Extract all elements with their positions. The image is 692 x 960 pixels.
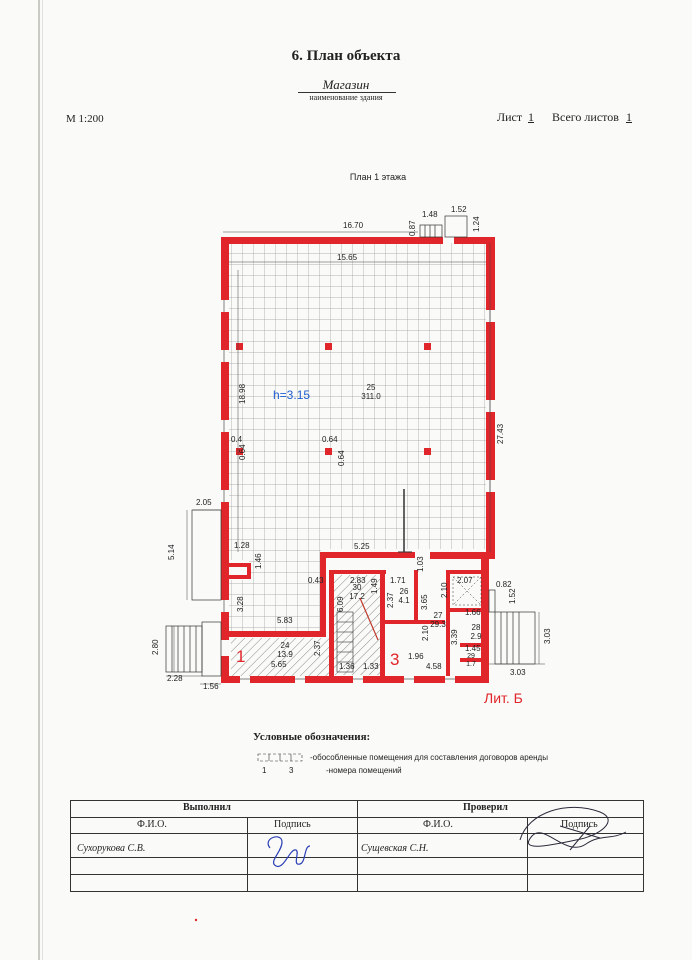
room-26-number: 26 — [399, 587, 409, 596]
sheet-label: Лист — [497, 110, 523, 124]
dim-27-43: 27.43 — [496, 423, 505, 444]
room-30-area: 17.2 — [349, 592, 365, 601]
dim-2-10-b: 2.10 — [421, 625, 430, 641]
dim-1-66: 1.66 — [465, 608, 481, 617]
room-27-number: 27 — [433, 611, 443, 620]
dim-1-52-top: 1.52 — [451, 205, 467, 214]
dim-5-14: 5.14 — [167, 544, 176, 560]
dim-2-37-b: 2.37 — [313, 640, 322, 656]
dim-2-28: 2.28 — [167, 674, 183, 683]
dim-1-24: 1.24 — [472, 216, 481, 232]
dim-2-37-a: 2.37 — [386, 592, 395, 608]
room-26-area: 4.1 — [398, 596, 410, 605]
dim-1-28: 1.28 — [234, 541, 250, 550]
checked-fio-header: Ф.И.О. — [423, 819, 453, 830]
room-29-label — [462, 653, 480, 669]
ceiling-height-label: h=3.15 — [273, 388, 311, 402]
dim-15-65: 15.65 — [337, 253, 358, 262]
room-29-area: 1.7 — [466, 661, 476, 668]
dim-1-36: 1.36 — [339, 662, 355, 671]
dim-1-56: 1.56 — [203, 682, 219, 691]
dim-0-64-b: 0.64 — [322, 435, 338, 444]
dim-1-03: 1.03 — [416, 556, 425, 572]
dim-1-48: 1.48 — [422, 210, 438, 219]
legend-hatch-sample — [257, 752, 307, 764]
dim-6-09: 6.09 — [336, 596, 345, 612]
room-26-label — [392, 587, 416, 605]
done-fio-header: Ф.И.О. — [137, 819, 167, 830]
legend-number-3: 3 — [289, 766, 294, 775]
room-28-area: 2.9 — [470, 632, 482, 641]
done-name: Сухорукова С.В. — [77, 843, 146, 854]
room-25-label — [356, 383, 386, 401]
checked-sign-header: Подпись — [561, 819, 598, 830]
room-25-area: 311.0 — [361, 392, 381, 401]
dim-1-33: 1.33 — [363, 662, 379, 671]
premises-number-3: 3 — [390, 650, 400, 669]
room-24-label — [270, 641, 300, 659]
dim-1-52-right: 1.52 — [508, 588, 517, 604]
dim-2-10-a: 2.10 — [440, 582, 449, 598]
legend-item-separate-premises: -обособленные помещения для составления договоров аренды — [310, 753, 548, 762]
dim-0-87: 0.87 — [408, 220, 417, 236]
legend-number-1: 1 — [262, 766, 267, 775]
total-sheets-number: 1 — [626, 110, 632, 124]
legend-item-room-numbers: -номера помещений — [326, 766, 402, 775]
dim-1-49: 1.49 — [370, 578, 379, 594]
legend-title: Условные обозначения: — [253, 731, 371, 743]
dim-2-05: 2.05 — [196, 498, 212, 507]
checked-name: Сущевская С.Н. — [361, 843, 429, 854]
document-title: 6. План объекта — [291, 48, 401, 64]
dim-18-98: 18.98 — [238, 383, 247, 404]
room-29-number: 29 — [467, 653, 475, 660]
room-stair-size: 2.07 — [457, 576, 473, 585]
dim-16-70: 16.70 — [343, 221, 364, 230]
plan-title: План 1 этажа — [349, 172, 407, 182]
room-171-size: 1.71 — [390, 576, 406, 585]
dim-5-65: 5.65 — [271, 660, 287, 669]
room-30-label — [342, 583, 372, 601]
room-27-area: 29.3 — [430, 620, 446, 629]
dim-0-64-a: 0.64 — [238, 444, 247, 460]
dim-5-83: 5.83 — [277, 616, 293, 625]
dim-1-46: 1.46 — [254, 553, 263, 569]
room-30-number: 30 — [352, 583, 362, 592]
done-sign-header: Подпись — [274, 819, 311, 830]
building-name: Магазин — [322, 77, 370, 92]
room-28-label — [462, 623, 490, 641]
dim-3-03-bottom: 3.03 — [510, 668, 526, 677]
dim-4-58: 4.58 — [426, 662, 442, 671]
room-28-number: 28 — [471, 623, 481, 632]
premises-number-1: 1 — [236, 647, 246, 666]
sheet-number: 1 — [528, 110, 534, 124]
dim-0-82: 0.82 — [496, 580, 512, 589]
dim-1-45: 1.45 — [465, 644, 481, 653]
done-header: Выполнил — [183, 802, 231, 813]
dim-2-83: 2.83 — [350, 576, 366, 585]
liter-label: Лит. Б — [484, 690, 523, 706]
signature-table — [70, 800, 644, 892]
dim-0-4: 0.4 — [231, 435, 243, 444]
dim-1-96: 1.96 — [408, 652, 424, 661]
dim-3-65: 3.65 — [420, 594, 429, 610]
scale-label: М 1:200 — [66, 113, 104, 125]
dim-2-80: 2.80 — [151, 639, 160, 655]
dim-3-39: 3.39 — [450, 629, 459, 645]
room-24-number: 24 — [280, 641, 290, 650]
building-caption: наименование здания — [309, 93, 383, 102]
dim-0-64-c: 0.64 — [337, 450, 346, 466]
dim-0-43: 0.43 — [308, 576, 324, 585]
dim-3-03-right: 3.03 — [543, 628, 552, 644]
checked-header: Проверил — [463, 802, 508, 813]
dim-3-28: 3.28 — [236, 596, 245, 612]
room-27-label — [424, 611, 452, 629]
dim-5-25: 5.25 — [354, 542, 370, 551]
room-25-number: 25 — [366, 383, 376, 392]
room-24-area: 13.9 — [277, 650, 293, 659]
total-sheets-label: Всего листов — [552, 110, 619, 124]
entrance-stairs-top — [420, 216, 467, 237]
